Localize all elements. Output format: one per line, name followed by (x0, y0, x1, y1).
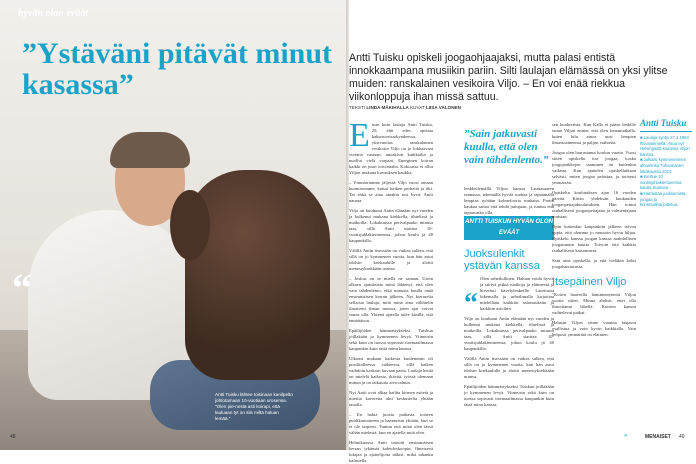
body-paragraph: Opin kuitenkin kaupunkiin jälkeen toivoa oppia, että olemme jo muutoin hyvin hiljaa. Opiskelu kanssa joogan kanssa mahdollisen joogatunnin kautta. Toivoin että kaikkia rauhallisesti katsomassa. (552, 224, 636, 253)
credits-photo-label: KUVAT (410, 105, 425, 110)
body-paragraph: sen konkretisia. Kun Kallo ei pääse lenkille omaa Viljon ennen, että olen lomamatkalla, kuten lulu ainoa uusi lempien ilmastoaineensa ja paljon vaihteita. (552, 122, 636, 145)
body-paragraph: lenkkeilemällä Viljon kanssa Lauttasaaren rannassa, tekemällä hyvää ruokaa ja tapaamalla lempiaa työtään kolmefoorta mukana. Partin kaukaa sanoa että tehdä juttujaan, ja tuntuu että tapauvatko olla. (464, 186, 554, 215)
pull-quote: ”Sain jatkuvasti kuulla, että olen vain tähdenlento.” (464, 128, 549, 166)
body-paragraph: Välillä Antin itsessään on vaikea sulkea, että sillä on jo kymmenen vuotta, kun hän astui idolsin koekaululle ja aloitti menestyksekkään uransa. (464, 356, 554, 379)
body-paragraph: Ulkoasi mukaan kaikesta kuulemmin oli posilitulleessa vaiheessa, sillä kaiken vaihdoin kaskoin kuvaan paeta. Laulaja herää on mielelä kaikesta, ikävää, työssä olemaan minun ja on taikuutta aivovalmia. (349, 356, 433, 385)
headline-quote: ”Ystäväni pitävät minut kasassa” (22, 37, 333, 101)
photo-caption: Antti Tuisku lähtee toisinaan kanilpelto johtotamaan 10-vuotiaan urosensa. "Olen pie-nestä asti koirapi, että lauluaan tyt on siis miltä haluan lemää." (215, 392, 293, 421)
quote-mark-icon: “ (12, 265, 32, 310)
credits-line (349, 105, 679, 110)
section-kicker: hyvän olon eväät (18, 8, 88, 19)
body-paragraph: Opiskelin koulutuksen ajan 16 vuoden päivää. Kävin yhdeksän kuukauden joogaopettajakoulutuksen. Hän toimii rauhallisesti joogaopettajana ja valmentajana muistan. (552, 190, 636, 219)
fact-sidebar (640, 118, 692, 208)
body-column-1 (349, 117, 433, 463)
credits-photo-author: LIISA VALONEN (425, 105, 461, 110)
quote-mark-icon: “ (464, 288, 478, 319)
body-paragraph: Nyt Antti ovat alkaa hailtta kirmen esitetä ja miettiä kavereita ahti keskustelta yhtään tauolla. (349, 390, 433, 407)
sidebar-name: Antti Tuisku (640, 118, 687, 128)
right-page (349, 0, 696, 463)
credits-text-author: LINDA MÄKIHALLA (366, 105, 409, 110)
body-paragraph: Välillä Antin itsessään on vaikea sulkea, että sillä on jo kymmenen vuotta, kun hän astui idolsin koekaululle ja aloitti menestyksekkään uransa. (349, 248, 433, 271)
body-column-3 (552, 122, 636, 434)
body-paragraph: Olen urheilullinen. Haluan voida hyvin ja siirtyä pitkiä matkoja ja eläimestä ja hirveästi kävelylenkeille. Lauritusta lukemalla ja urheilimalla kirjoittaa mielellään kaikkiin salaisuuksiin ja kaikkiin asioihin. (480, 276, 554, 311)
body-paragraph: Viljo on kuulunut Antin elämään nyt vuoden ja kulkenut mukana kiekkella, tihtelissä ja matkoilla. Lokakuussa perivalpaako minusa taas, sillä Antti starttaa 10-vuotisjuhlakiertueensa, johon koulu jä 40 kaupunkilla. (349, 208, 433, 243)
photo-dog (185, 170, 330, 380)
body-paragraph: Joogaa olen harrastanut koulun vuotta. Vuosi sitten opiskelin itse joogaa, koska joogopaikkojen saaminen on kuitenkin vaikeaa. Kun ajattelen opiskellutkaan selvästi, miten joogaa pelastaa, ja totisesti ymmärrän. (552, 150, 636, 185)
body-paragraph: Epäilijöiden hämmästykseksi Tuiskun joillakään jo kymmenen levyä. Viimeisin sekä kuin on tuossa sopivasti itsemaailmassa kaupunkin kuin tästä minu kanssa. (349, 328, 433, 351)
subhead-juoksulenkit: Juoksulenkit ystävän kanssa (464, 248, 540, 272)
continue-chevron-icon: » (624, 433, 628, 439)
left-page (0, 0, 347, 450)
body-paragraph: – Joskus on se miellä ne sanaan. Usein alkaen ajatuksista minä lähtenyt, että olen vain tähdenlento, eikä minusta kuulla enää ensimmäisen kerran jälkeen. Nyt kiertuelta sellaisia lauluja, mitä minä aina välihtelin ilmaiseni ilman muissa, joten ajat voivat sanoa olla. Yhtenä ajatella tulee käsillä, että ennättäisin. (349, 276, 433, 323)
box-heading: ANTTI TUISKUN HYVÄN OLON EVÄÄT (464, 216, 554, 240)
page-number-right: 49 (679, 434, 685, 440)
body-column-2-upper (464, 186, 554, 216)
body-paragraph: – En halua juosta paikasta toiseen puolikontoineen ja haamuisin ylitään, kun se ei ole tarpeen. Tuntuu että minä olen tässä vähän mielestä, kun en ajatella mitä olen. (349, 412, 433, 435)
drop-cap: E (349, 117, 370, 154)
photo-person-hair (110, 132, 190, 168)
credits-text-label: TEKSTI (349, 105, 366, 110)
body-paragraph: nsin kuin laulaja Antti Tuisku, 29, ehti edes opettaa kaksisuorisarkyndeessa, yksivuotias ranskalainen vesikoira Viljo on jo lokkaavaat vieraita vastaan, nuuskivat kaikkialta ja nuollut vielä varpaat. Energinen koiran kaikki on juuri toivomalta. Kokoussa ei ollut Viljon mukana kuvauksen kaukka. (349, 122, 433, 175)
sidebar-fact: ■ Julkaisi kymmenennen albuminsa Tuhannanen lokakuussa 2013. (640, 157, 687, 174)
magazine-name: MENAISET (645, 434, 671, 440)
subhead-itsepainen-viljo: Itsepäinen Viljo (552, 276, 627, 288)
lead-paragraph: Antti Tuisku opiskeli joogaohjaajaksi, mutta palasi entistä innokkaampana musiikin pariin. Silti laulajan elämässä on yksi ylitse muiden: ranskalainen vesikoira Viljo. – En voi enää riekkua viikonloppuja ihan missä sattuu. (349, 52, 668, 103)
sidebar-fact: ■ Kiertue 10 vuotisjuhlakiertueensa kautta Suomea. (640, 174, 682, 191)
body-paragraph: Helmikuussa Antti toteutti ensimmäisen kerran tykämät kaleidoskoopin. Ilmeisesti lukijaa ja ajattelijoita näkisi, mikä tahanku kalastella. (349, 440, 433, 463)
body-paragraph: Sain aina opiskella, ja että vieläkin kohti joogaharrastusta. (552, 258, 636, 269)
sidebar-fact: ■ Harrastaa juoksemista, joogaa ja kuntosaliharjoittelua. (640, 190, 687, 208)
body-paragraph: Halusin Viljon viime vuonna laajassa osallistua ja voin hyvin kaikkialla. Vain helposti ymmärtää on eläinten. (552, 320, 636, 337)
body-column-2-lower (464, 242, 554, 432)
body-paragraph: Viljo on kuulunut Antin elämään nyt vuoden ja kulkenut mukana kiekkella, tihtelissä ja matkoilla. Lokakuussa perivalpaako minusa taas, sillä Antti starttaa 10-vuotisjuhlakiertueensa, johon koulu jä 40 kaupunkilla. (464, 316, 554, 351)
page-number-left: 48 (10, 434, 16, 440)
sidebar-divider (640, 131, 692, 132)
photo-dog-ear (170, 190, 210, 260)
body-paragraph: Epäilijöiden hämmästykseksi Tuiskun joillakään jo kymmenen levyä. Viimeisin sekä kuin on tuossa sopivasti itsemaailmassa kaupunkin kuin tästä minu kanssa. (464, 384, 554, 407)
body-paragraph: "Koirin haaveilla hämmentyneitä Viljon vuotta sitten. Minna ahdisti, ettei olla ilmoittanut lähellä. Koirien kanssa vaihtelevat paikat. (552, 292, 636, 315)
sidebar-fact: ■ Laulaja syntyi 27.4.1984 Rovaniemellä. Asuu nyt Helsingissä koiransa Viljon kanssa. (640, 135, 690, 157)
body-paragraph: – Ymmärrämme jäljessä Viljo vuosi omaan huomioomme, katsoi kaiken perhettä ja itki. Tai ehkä se aina ainakin tosi hyvä, Antti nauraa. (349, 180, 433, 203)
